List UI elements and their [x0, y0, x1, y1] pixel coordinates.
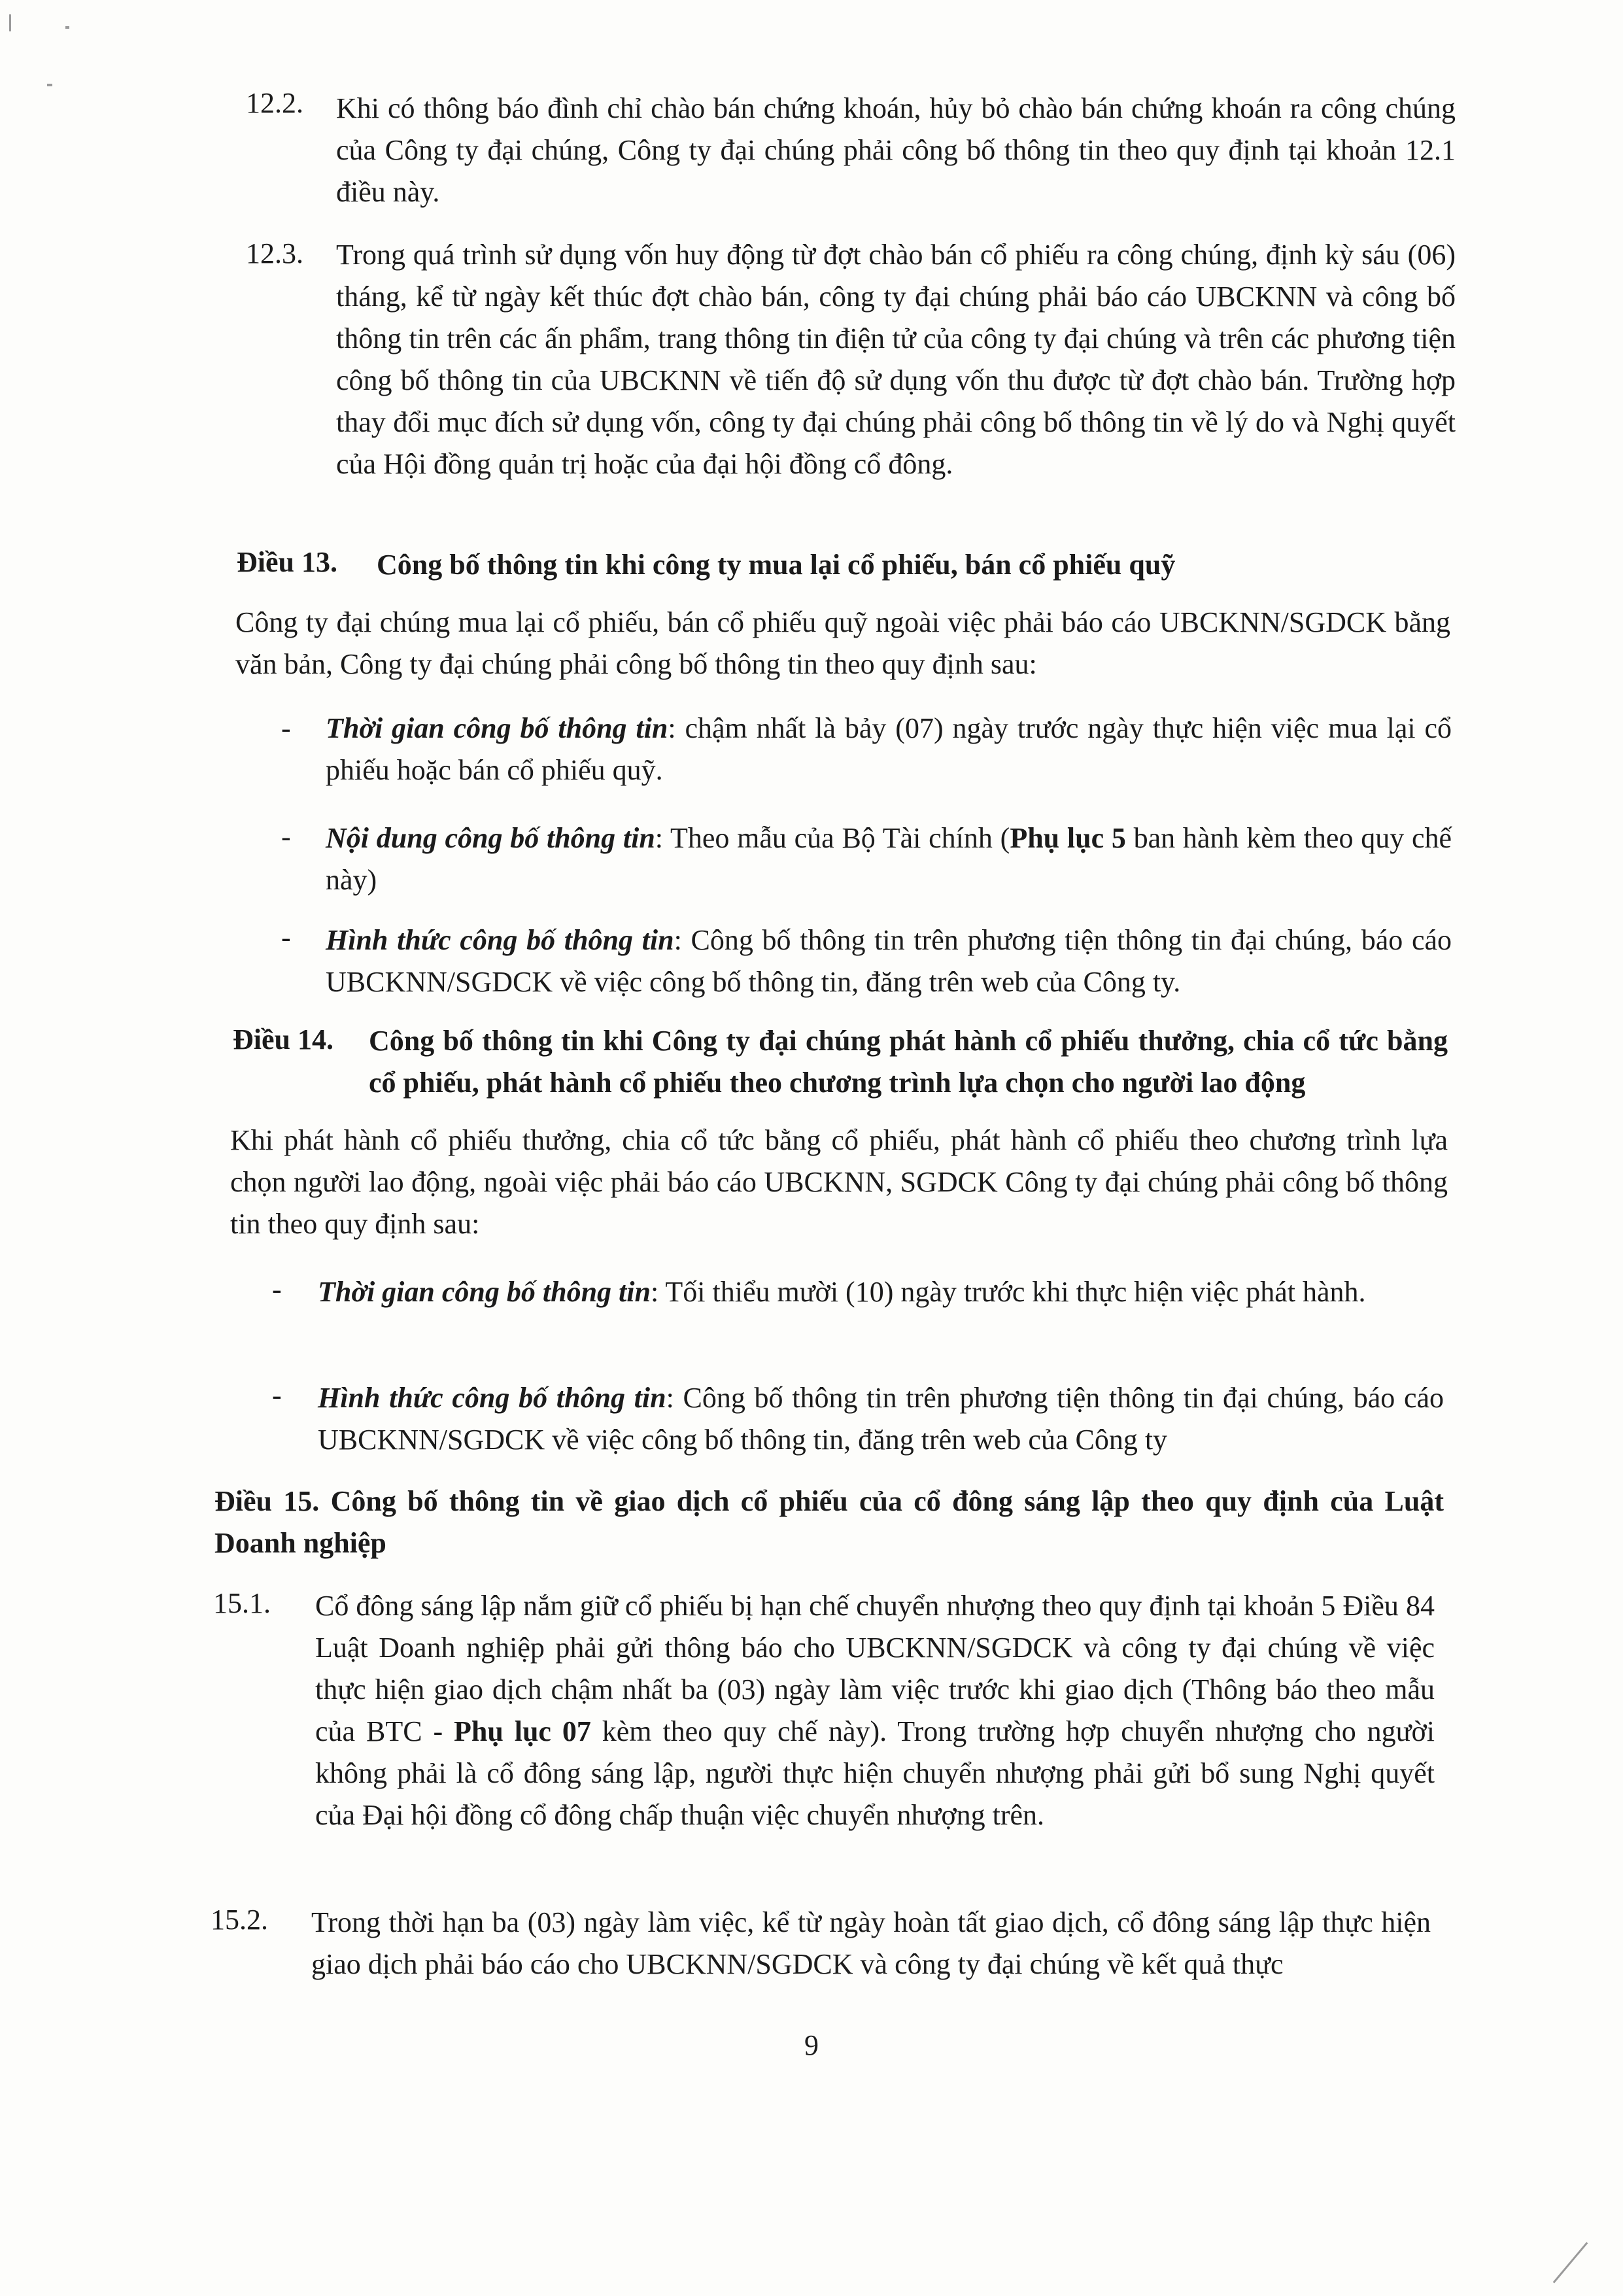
- article-13-bullet-3: [326, 919, 1452, 1003]
- bullet-dash: -: [281, 712, 291, 744]
- appendix-reference: Phụ lục 07: [454, 1715, 591, 1747]
- article-15-heading: [214, 1481, 1444, 1564]
- appendix-reference: Phụ lục 5: [1010, 822, 1126, 854]
- bullet-term: Thời gian công bố thông tin: [326, 712, 668, 744]
- clause-number: 15.1.: [213, 1587, 271, 1619]
- bullet-text: : Tối thiểu mười (10) ngày trước khi thực hiện việc phát hành.: [650, 1276, 1366, 1308]
- article-label: Điều 15.: [214, 1485, 320, 1517]
- clause-number: 15.2.: [211, 1904, 268, 1936]
- article-15-title: Công bố thông tin về giao dịch cổ phiếu của cổ đông sáng lập theo quy định của Luật Doanh nghiệp: [214, 1485, 1444, 1559]
- clause-15-1-text: [315, 1585, 1435, 1836]
- bullet-dash: -: [281, 921, 291, 953]
- article-14-title: Công bố thông tin khi Công ty đại chúng phát hành cổ phiếu thưởng, chia cổ tức bằng cổ phiếu, phát hành cổ phiếu theo chương trình lựa chọn cho người lao động: [369, 1025, 1448, 1099]
- scan-speck: [47, 84, 52, 86]
- article-13-bullet-2: [326, 817, 1452, 901]
- clause-15-2-text: Trong thời hạn ba (03) ngày làm việc, kể từ ngày hoàn tất giao dịch, cổ đông sáng lập thực hiện giao dịch phải báo cáo cho UBCKNN/SGDCK và công ty đại chúng về kết quả thực: [311, 1906, 1431, 1980]
- bullet-term: Nội dung công bố thông tin: [326, 822, 655, 854]
- bullet-term: Thời gian công bố thông tin: [318, 1276, 651, 1308]
- scan-corner-line: [1553, 2242, 1588, 2283]
- article-label: Điều 14.: [233, 1023, 333, 1055]
- article-14-bullet-2: [318, 1377, 1444, 1461]
- clause-text: Cổ đông sáng lập nắm giữ cổ phiếu bị hạn chế chuyển nhượng theo quy định tại khoản 5 Điều 84 Luật Doanh nghiệp phải gửi thông báo cho UBCKNN/SGDCK và công ty đại chúng về việc thực hiện giao dịch chậm nhất ba (03) ngày làm việc trước khi giao dịch (Thông báo theo mẫu của BTC -: [315, 1590, 1435, 1747]
- clause-12-3-text: Trong quá trình sử dụng vốn huy động từ đợt chào bán cổ phiếu ra công chúng, định kỳ sáu (06) tháng, kể từ ngày kết thúc đợt chào bán, công ty đại chúng phải báo cáo UBCKNN và công bố thông tin trên các ấn phẩm, trang thông tin điện tử của công ty đại chúng và trên các phương tiện công bố thông tin của UBCKNN về tiến độ sử dụng vốn thu được từ đợt chào bán. Trường hợp thay đổi mục đích sử dụng vốn, công ty đại chúng phải công bố thông tin về lý do và Nghị quyết của Hội đồng quản trị hoặc của đại hội đồng cổ đông.: [336, 239, 1456, 480]
- article-14-intro: Khi phát hành cổ phiếu thưởng, chia cổ tức bằng cổ phiếu, phát hành cổ phiếu theo chương trình lựa chọn người lao động, ngoài việc phải báo cáo UBCKNN, SGDCK Công ty đại chúng phải công bố thông tin theo quy định sau:: [230, 1124, 1448, 1240]
- article-13-intro: Công ty đại chúng mua lại cổ phiếu, bán cổ phiếu quỹ ngoài việc phải báo cáo UBCKNN/SGDCK bằng văn bản, Công ty đại chúng phải công bố thông tin theo quy định sau:: [235, 606, 1450, 680]
- clause-number: 12.2.: [246, 87, 303, 119]
- bullet-term: Hình thức công bố thông tin: [318, 1382, 666, 1414]
- scan-speck: [65, 26, 69, 29]
- bullet-text: : chậm nhất là bảy (07) ngày trước ngày thực hiện việc mua lại cổ phiếu hoặc bán cổ phiếu quỹ.: [326, 712, 1452, 786]
- bullet-dash: -: [272, 1379, 282, 1411]
- article-14-bullet-1: [318, 1271, 1444, 1313]
- bullet-text: : Theo mẫu của Bộ Tài chính (: [655, 822, 1010, 854]
- scan-speck: [9, 14, 11, 31]
- bullet-dash: -: [272, 1273, 282, 1305]
- article-label: Điều 13.: [237, 546, 337, 578]
- bullet-term: Hình thức công bố thông tin: [326, 924, 674, 956]
- article-13-bullet-1: [326, 708, 1452, 791]
- bullet-text: ban hành kèm theo quy chế này): [326, 822, 1452, 896]
- bullet-dash: -: [281, 821, 291, 853]
- clause-number: 12.3.: [246, 237, 303, 269]
- page-number: 9: [804, 2029, 819, 2061]
- clause-text: kèm theo quy chế này). Trong trường hợp chuyển nhượng cho người không phải là cổ đông sáng lập, người thực hiện chuyển nhượng phải gửi bổ sung Nghị quyết của Đại hội đồng cổ đông chấp thuận việc chuyển nhượng trên.: [315, 1715, 1435, 1831]
- clause-12-2-text: Khi có thông báo đình chỉ chào bán chứng khoán, hủy bỏ chào bán chứng khoán ra công chúng của Công ty đại chúng, Công ty đại chúng phải công bố thông tin theo quy định tại khoản 12.1 điều này.: [336, 92, 1456, 208]
- bullet-text: : Công bố thông tin trên phương tiện thông tin đại chúng, báo cáo UBCKNN/SGDCK về việc công bố thông tin, đăng trên web của Công ty: [318, 1382, 1444, 1456]
- bullet-text: : Công bố thông tin trên phương tiện thông tin đại chúng, báo cáo UBCKNN/SGDCK về việc công bố thông tin, đăng trên web của Công ty.: [326, 924, 1452, 998]
- article-13-title: Công bố thông tin khi công ty mua lại cổ phiếu, bán cổ phiếu quỹ: [377, 549, 1176, 581]
